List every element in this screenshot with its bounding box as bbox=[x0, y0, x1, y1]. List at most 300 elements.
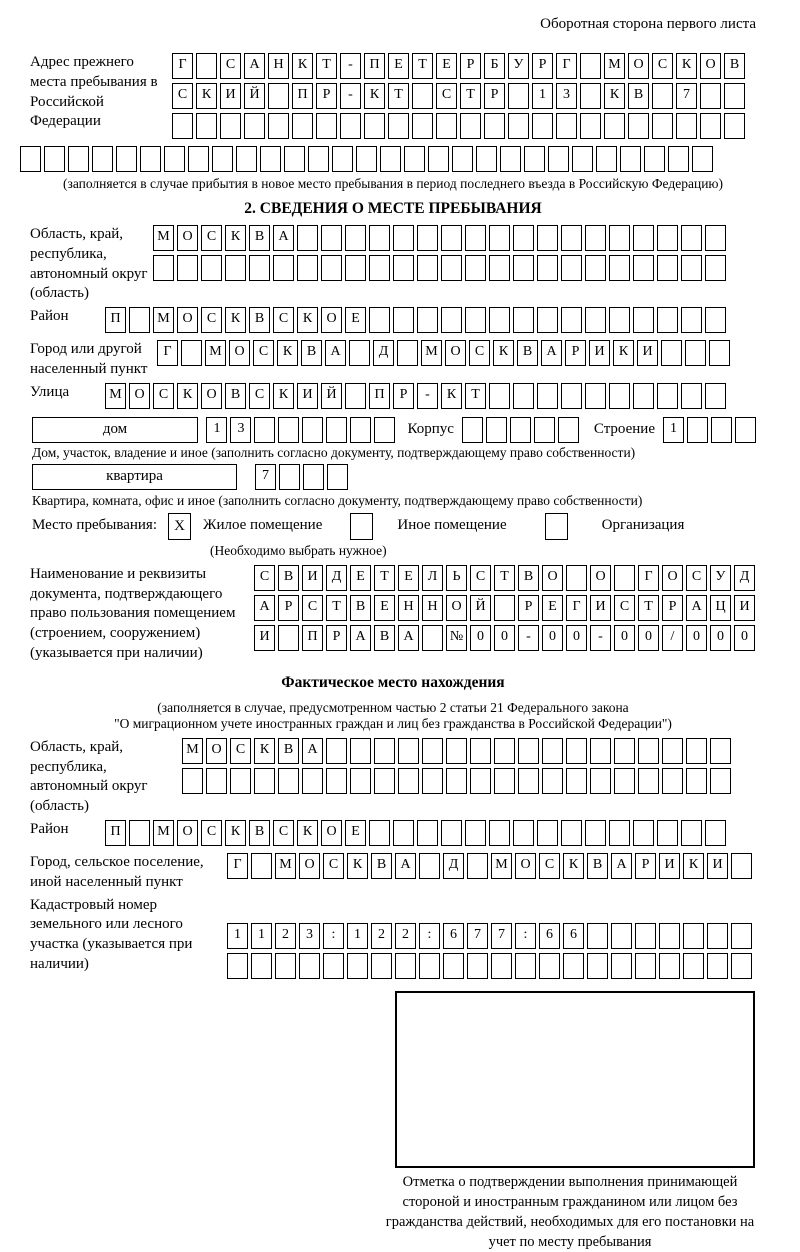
char-cell[interactable] bbox=[596, 146, 617, 172]
char-cell[interactable]: А bbox=[325, 340, 346, 366]
char-cell[interactable] bbox=[491, 953, 512, 979]
char-cell[interactable]: / bbox=[662, 625, 683, 651]
char-cell[interactable]: О bbox=[321, 820, 342, 846]
char-cell[interactable] bbox=[350, 738, 371, 764]
char-cell[interactable] bbox=[534, 417, 555, 443]
char-cell[interactable]: 0 bbox=[686, 625, 707, 651]
char-cell[interactable]: - bbox=[340, 53, 361, 79]
char-cell[interactable] bbox=[513, 255, 534, 281]
char-cell[interactable]: А bbox=[244, 53, 265, 79]
char-cell[interactable]: В bbox=[517, 340, 538, 366]
char-cell[interactable]: П bbox=[105, 307, 126, 333]
char-cell[interactable] bbox=[316, 113, 337, 139]
char-cell[interactable]: И bbox=[254, 625, 275, 651]
char-cell[interactable] bbox=[710, 738, 731, 764]
char-cell[interactable] bbox=[661, 340, 682, 366]
char-cell[interactable]: О bbox=[590, 565, 611, 591]
char-cell[interactable] bbox=[417, 255, 438, 281]
char-cell[interactable]: 0 bbox=[494, 625, 515, 651]
char-cell[interactable]: - bbox=[518, 625, 539, 651]
char-cell[interactable]: 3 bbox=[556, 83, 577, 109]
char-cell[interactable]: И bbox=[302, 565, 323, 591]
char-cell[interactable]: А bbox=[398, 625, 419, 651]
char-cell[interactable]: С bbox=[172, 83, 193, 109]
char-cell[interactable] bbox=[345, 225, 366, 251]
char-cell[interactable]: И bbox=[659, 853, 680, 879]
char-cell[interactable]: С bbox=[686, 565, 707, 591]
char-cell[interactable] bbox=[484, 113, 505, 139]
char-cell[interactable]: В bbox=[278, 565, 299, 591]
char-cell[interactable]: Й bbox=[321, 383, 342, 409]
char-cell[interactable] bbox=[705, 255, 726, 281]
char-cell[interactable]: Т bbox=[494, 565, 515, 591]
char-cell[interactable]: М bbox=[153, 307, 174, 333]
char-cell[interactable] bbox=[395, 953, 416, 979]
char-cell[interactable]: А bbox=[611, 853, 632, 879]
char-cell[interactable] bbox=[735, 417, 756, 443]
char-cell[interactable] bbox=[467, 953, 488, 979]
char-cell[interactable]: Т bbox=[374, 565, 395, 591]
char-cell[interactable] bbox=[542, 768, 563, 794]
char-cell[interactable] bbox=[705, 383, 726, 409]
char-cell[interactable] bbox=[611, 953, 632, 979]
char-cell[interactable] bbox=[580, 83, 601, 109]
char-cell[interactable] bbox=[299, 953, 320, 979]
char-cell[interactable]: С bbox=[539, 853, 560, 879]
char-cell[interactable] bbox=[369, 225, 390, 251]
char-cell[interactable]: Р bbox=[518, 595, 539, 621]
char-cell[interactable] bbox=[633, 307, 654, 333]
char-cell[interactable]: С bbox=[201, 820, 222, 846]
char-cell[interactable]: Е bbox=[345, 820, 366, 846]
char-cell[interactable] bbox=[340, 113, 361, 139]
char-cell[interactable] bbox=[513, 820, 534, 846]
char-cell[interactable] bbox=[561, 255, 582, 281]
char-cell[interactable] bbox=[561, 225, 582, 251]
char-cell[interactable] bbox=[731, 953, 752, 979]
char-cell[interactable]: Т bbox=[412, 53, 433, 79]
char-cell[interactable] bbox=[470, 768, 491, 794]
char-cell[interactable]: 1 bbox=[347, 923, 368, 949]
char-cell[interactable] bbox=[685, 340, 706, 366]
char-cell[interactable] bbox=[273, 255, 294, 281]
char-cell[interactable] bbox=[388, 113, 409, 139]
char-cell[interactable] bbox=[441, 307, 462, 333]
char-cell[interactable] bbox=[196, 113, 217, 139]
char-cell[interactable]: И bbox=[590, 595, 611, 621]
char-cell[interactable] bbox=[268, 83, 289, 109]
char-cell[interactable] bbox=[614, 768, 635, 794]
char-cell[interactable] bbox=[465, 307, 486, 333]
char-cell[interactable] bbox=[532, 113, 553, 139]
char-cell[interactable]: М bbox=[604, 53, 625, 79]
char-cell[interactable] bbox=[369, 255, 390, 281]
char-cell[interactable]: П bbox=[292, 83, 313, 109]
char-cell[interactable] bbox=[731, 923, 752, 949]
char-cell[interactable] bbox=[254, 768, 275, 794]
char-cell[interactable] bbox=[422, 625, 443, 651]
char-cell[interactable] bbox=[513, 383, 534, 409]
char-cell[interactable]: К bbox=[604, 83, 625, 109]
char-cell[interactable]: 1 bbox=[227, 923, 248, 949]
char-cell[interactable] bbox=[470, 738, 491, 764]
char-cell[interactable]: О bbox=[299, 853, 320, 879]
char-cell[interactable]: 0 bbox=[542, 625, 563, 651]
char-cell[interactable]: 0 bbox=[470, 625, 491, 651]
char-cell[interactable] bbox=[614, 738, 635, 764]
char-cell[interactable] bbox=[705, 307, 726, 333]
char-cell[interactable]: № bbox=[446, 625, 467, 651]
char-cell[interactable]: С bbox=[652, 53, 673, 79]
char-cell[interactable]: Е bbox=[374, 595, 395, 621]
char-cell[interactable] bbox=[278, 625, 299, 651]
char-cell[interactable] bbox=[356, 146, 377, 172]
char-cell[interactable] bbox=[393, 255, 414, 281]
char-cell[interactable] bbox=[537, 255, 558, 281]
char-cell[interactable] bbox=[609, 307, 630, 333]
char-cell[interactable] bbox=[129, 307, 150, 333]
char-cell[interactable]: К bbox=[177, 383, 198, 409]
char-cell[interactable] bbox=[705, 820, 726, 846]
char-cell[interactable]: М bbox=[105, 383, 126, 409]
char-cell[interactable]: С bbox=[201, 225, 222, 251]
char-cell[interactable] bbox=[518, 768, 539, 794]
char-cell[interactable]: Ц bbox=[710, 595, 731, 621]
char-cell[interactable] bbox=[662, 768, 683, 794]
char-cell[interactable] bbox=[465, 820, 486, 846]
char-cell[interactable] bbox=[220, 113, 241, 139]
char-cell[interactable]: К bbox=[613, 340, 634, 366]
char-cell[interactable]: К bbox=[277, 340, 298, 366]
char-cell[interactable]: - bbox=[417, 383, 438, 409]
char-cell[interactable] bbox=[417, 820, 438, 846]
char-cell[interactable] bbox=[707, 953, 728, 979]
char-cell[interactable] bbox=[683, 953, 704, 979]
char-cell[interactable]: О bbox=[129, 383, 150, 409]
char-cell[interactable]: 0 bbox=[710, 625, 731, 651]
char-cell[interactable]: 2 bbox=[275, 923, 296, 949]
char-cell[interactable]: С bbox=[273, 307, 294, 333]
char-cell[interactable] bbox=[393, 225, 414, 251]
char-cell[interactable] bbox=[393, 307, 414, 333]
char-cell[interactable]: Г bbox=[566, 595, 587, 621]
char-cell[interactable]: В bbox=[587, 853, 608, 879]
char-cell[interactable] bbox=[443, 953, 464, 979]
char-cell[interactable]: В bbox=[301, 340, 322, 366]
char-cell[interactable]: А bbox=[395, 853, 416, 879]
char-cell[interactable] bbox=[494, 595, 515, 621]
char-cell[interactable]: С bbox=[436, 83, 457, 109]
char-cell[interactable]: Г bbox=[556, 53, 577, 79]
char-cell[interactable]: К bbox=[347, 853, 368, 879]
char-cell[interactable]: 0 bbox=[734, 625, 755, 651]
char-cell[interactable] bbox=[590, 768, 611, 794]
char-cell[interactable]: 2 bbox=[371, 923, 392, 949]
char-cell[interactable]: А bbox=[541, 340, 562, 366]
char-cell[interactable]: 3 bbox=[230, 417, 251, 443]
char-cell[interactable] bbox=[510, 417, 531, 443]
char-cell[interactable] bbox=[476, 146, 497, 172]
char-cell[interactable]: К bbox=[225, 820, 246, 846]
char-cell[interactable] bbox=[609, 820, 630, 846]
char-cell[interactable] bbox=[668, 146, 689, 172]
char-cell[interactable] bbox=[681, 820, 702, 846]
char-cell[interactable] bbox=[412, 113, 433, 139]
char-cell[interactable] bbox=[428, 146, 449, 172]
char-cell[interactable] bbox=[513, 225, 534, 251]
char-cell[interactable]: 2 bbox=[395, 923, 416, 949]
char-cell[interactable]: В bbox=[278, 738, 299, 764]
char-cell[interactable]: А bbox=[273, 225, 294, 251]
char-cell[interactable] bbox=[297, 255, 318, 281]
char-cell[interactable] bbox=[321, 225, 342, 251]
char-cell[interactable] bbox=[446, 738, 467, 764]
char-cell[interactable] bbox=[292, 113, 313, 139]
char-cell[interactable] bbox=[558, 417, 579, 443]
char-cell[interactable]: 1 bbox=[532, 83, 553, 109]
char-cell[interactable]: 6 bbox=[443, 923, 464, 949]
char-cell[interactable] bbox=[561, 820, 582, 846]
char-cell[interactable] bbox=[260, 146, 281, 172]
char-cell[interactable] bbox=[681, 255, 702, 281]
char-cell[interactable] bbox=[441, 255, 462, 281]
char-cell[interactable] bbox=[321, 255, 342, 281]
char-cell[interactable]: М bbox=[491, 853, 512, 879]
char-cell[interactable] bbox=[380, 146, 401, 172]
char-cell[interactable] bbox=[278, 768, 299, 794]
char-cell[interactable] bbox=[537, 383, 558, 409]
char-cell[interactable]: - bbox=[340, 83, 361, 109]
char-cell[interactable] bbox=[332, 146, 353, 172]
char-cell[interactable] bbox=[676, 113, 697, 139]
char-cell[interactable]: Ь bbox=[446, 565, 467, 591]
char-cell[interactable] bbox=[68, 146, 89, 172]
char-cell[interactable] bbox=[303, 464, 324, 490]
char-cell[interactable] bbox=[657, 307, 678, 333]
char-cell[interactable]: 6 bbox=[563, 923, 584, 949]
char-cell[interactable]: Р bbox=[532, 53, 553, 79]
char-cell[interactable] bbox=[374, 768, 395, 794]
char-cell[interactable]: Е bbox=[542, 595, 563, 621]
char-cell[interactable]: В bbox=[371, 853, 392, 879]
char-cell[interactable]: О bbox=[229, 340, 250, 366]
char-cell[interactable] bbox=[635, 953, 656, 979]
char-cell[interactable] bbox=[345, 383, 366, 409]
char-cell[interactable] bbox=[724, 113, 745, 139]
char-cell[interactable] bbox=[657, 383, 678, 409]
char-cell[interactable]: О bbox=[446, 595, 467, 621]
char-cell[interactable]: 7 bbox=[467, 923, 488, 949]
char-cell[interactable]: В bbox=[249, 225, 270, 251]
char-cell[interactable] bbox=[566, 565, 587, 591]
char-cell[interactable] bbox=[724, 83, 745, 109]
char-cell[interactable] bbox=[398, 738, 419, 764]
char-cell[interactable]: С bbox=[253, 340, 274, 366]
char-cell[interactable] bbox=[638, 738, 659, 764]
char-cell[interactable]: С bbox=[273, 820, 294, 846]
char-cell[interactable] bbox=[460, 113, 481, 139]
char-cell[interactable] bbox=[92, 146, 113, 172]
char-cell[interactable] bbox=[465, 225, 486, 251]
char-cell[interactable] bbox=[452, 146, 473, 172]
char-cell[interactable]: У bbox=[710, 565, 731, 591]
char-cell[interactable] bbox=[657, 255, 678, 281]
char-cell[interactable] bbox=[548, 146, 569, 172]
char-cell[interactable] bbox=[201, 255, 222, 281]
char-cell[interactable]: 0 bbox=[566, 625, 587, 651]
char-cell[interactable]: 7 bbox=[255, 464, 276, 490]
char-cell[interactable] bbox=[500, 146, 521, 172]
char-cell[interactable]: 7 bbox=[676, 83, 697, 109]
char-cell[interactable] bbox=[116, 146, 137, 172]
char-cell[interactable] bbox=[585, 307, 606, 333]
char-cell[interactable] bbox=[44, 146, 65, 172]
char-cell[interactable] bbox=[659, 953, 680, 979]
char-cell[interactable]: М bbox=[153, 225, 174, 251]
char-cell[interactable] bbox=[279, 464, 300, 490]
char-cell[interactable]: Е bbox=[345, 307, 366, 333]
char-cell[interactable] bbox=[244, 113, 265, 139]
char-cell[interactable]: К bbox=[225, 225, 246, 251]
char-cell[interactable]: М bbox=[182, 738, 203, 764]
char-cell[interactable]: Р bbox=[460, 53, 481, 79]
char-cell[interactable] bbox=[489, 307, 510, 333]
char-cell[interactable]: Р bbox=[393, 383, 414, 409]
char-cell[interactable]: В bbox=[350, 595, 371, 621]
char-cell[interactable]: 7 bbox=[491, 923, 512, 949]
char-cell[interactable]: П bbox=[369, 383, 390, 409]
char-cell[interactable]: М bbox=[153, 820, 174, 846]
char-cell[interactable] bbox=[417, 307, 438, 333]
char-cell[interactable]: Б bbox=[484, 53, 505, 79]
char-cell[interactable]: С bbox=[302, 595, 323, 621]
char-cell[interactable] bbox=[652, 113, 673, 139]
char-cell[interactable]: Д bbox=[326, 565, 347, 591]
char-cell[interactable] bbox=[462, 417, 483, 443]
char-cell[interactable]: М bbox=[421, 340, 442, 366]
char-cell[interactable]: : bbox=[323, 923, 344, 949]
char-cell[interactable]: Н bbox=[398, 595, 419, 621]
char-cell[interactable] bbox=[638, 768, 659, 794]
char-cell[interactable] bbox=[364, 113, 385, 139]
char-cell[interactable] bbox=[566, 768, 587, 794]
char-cell[interactable] bbox=[657, 225, 678, 251]
char-cell[interactable] bbox=[251, 953, 272, 979]
char-cell[interactable]: 3 bbox=[299, 923, 320, 949]
char-cell[interactable] bbox=[585, 255, 606, 281]
char-cell[interactable] bbox=[508, 83, 529, 109]
char-cell[interactable] bbox=[542, 738, 563, 764]
char-cell[interactable] bbox=[563, 953, 584, 979]
char-cell[interactable]: Т bbox=[316, 53, 337, 79]
char-cell[interactable]: О bbox=[628, 53, 649, 79]
char-cell[interactable] bbox=[681, 225, 702, 251]
char-cell[interactable] bbox=[633, 820, 654, 846]
char-cell[interactable] bbox=[374, 738, 395, 764]
char-cell[interactable]: О bbox=[177, 225, 198, 251]
char-cell[interactable] bbox=[707, 923, 728, 949]
char-cell[interactable]: Л bbox=[422, 565, 443, 591]
char-cell[interactable] bbox=[188, 146, 209, 172]
char-cell[interactable] bbox=[539, 953, 560, 979]
char-cell[interactable] bbox=[371, 953, 392, 979]
char-cell[interactable]: О bbox=[201, 383, 222, 409]
stay-type-checkbox-organization[interactable] bbox=[545, 513, 568, 540]
char-cell[interactable]: П bbox=[302, 625, 323, 651]
char-cell[interactable]: С bbox=[614, 595, 635, 621]
char-cell[interactable]: С bbox=[220, 53, 241, 79]
char-cell[interactable]: К bbox=[292, 53, 313, 79]
char-cell[interactable]: В bbox=[225, 383, 246, 409]
char-cell[interactable] bbox=[369, 820, 390, 846]
char-cell[interactable] bbox=[441, 820, 462, 846]
char-cell[interactable]: Т bbox=[460, 83, 481, 109]
char-cell[interactable]: Н bbox=[422, 595, 443, 621]
char-cell[interactable]: Г bbox=[157, 340, 178, 366]
char-cell[interactable] bbox=[585, 225, 606, 251]
char-cell[interactable]: Д bbox=[734, 565, 755, 591]
char-cell[interactable] bbox=[164, 146, 185, 172]
char-cell[interactable]: Р bbox=[662, 595, 683, 621]
char-cell[interactable] bbox=[129, 820, 150, 846]
char-cell[interactable] bbox=[251, 853, 272, 879]
stay-type-checkbox-residential[interactable]: X bbox=[168, 513, 191, 540]
char-cell[interactable] bbox=[181, 340, 202, 366]
char-cell[interactable]: В bbox=[249, 307, 270, 333]
char-cell[interactable]: В bbox=[374, 625, 395, 651]
char-cell[interactable] bbox=[268, 113, 289, 139]
char-cell[interactable] bbox=[345, 255, 366, 281]
char-cell[interactable]: : bbox=[515, 923, 536, 949]
char-cell[interactable] bbox=[556, 113, 577, 139]
char-cell[interactable]: У bbox=[508, 53, 529, 79]
char-cell[interactable]: Е bbox=[398, 565, 419, 591]
char-cell[interactable] bbox=[710, 768, 731, 794]
char-cell[interactable]: Г bbox=[227, 853, 248, 879]
char-cell[interactable] bbox=[609, 383, 630, 409]
char-cell[interactable] bbox=[633, 225, 654, 251]
char-cell[interactable]: К bbox=[441, 383, 462, 409]
char-cell[interactable]: И bbox=[707, 853, 728, 879]
char-cell[interactable]: А bbox=[302, 738, 323, 764]
char-cell[interactable]: О bbox=[177, 820, 198, 846]
char-cell[interactable] bbox=[140, 146, 161, 172]
char-cell[interactable]: К bbox=[254, 738, 275, 764]
stay-type-checkbox-other[interactable] bbox=[350, 513, 373, 540]
char-cell[interactable]: Г bbox=[172, 53, 193, 79]
char-cell[interactable]: К bbox=[297, 820, 318, 846]
char-cell[interactable] bbox=[489, 255, 510, 281]
char-cell[interactable] bbox=[227, 953, 248, 979]
char-cell[interactable] bbox=[397, 340, 418, 366]
char-cell[interactable] bbox=[580, 113, 601, 139]
char-cell[interactable] bbox=[374, 417, 395, 443]
char-cell[interactable] bbox=[278, 417, 299, 443]
char-cell[interactable]: А bbox=[350, 625, 371, 651]
char-cell[interactable]: 1 bbox=[663, 417, 684, 443]
char-cell[interactable] bbox=[644, 146, 665, 172]
char-cell[interactable] bbox=[681, 383, 702, 409]
char-cell[interactable] bbox=[182, 768, 203, 794]
char-cell[interactable] bbox=[422, 768, 443, 794]
char-cell[interactable] bbox=[489, 383, 510, 409]
char-cell[interactable] bbox=[518, 738, 539, 764]
char-cell[interactable] bbox=[700, 83, 721, 109]
char-cell[interactable] bbox=[537, 307, 558, 333]
char-cell[interactable]: О bbox=[700, 53, 721, 79]
char-cell[interactable] bbox=[508, 113, 529, 139]
char-cell[interactable] bbox=[249, 255, 270, 281]
